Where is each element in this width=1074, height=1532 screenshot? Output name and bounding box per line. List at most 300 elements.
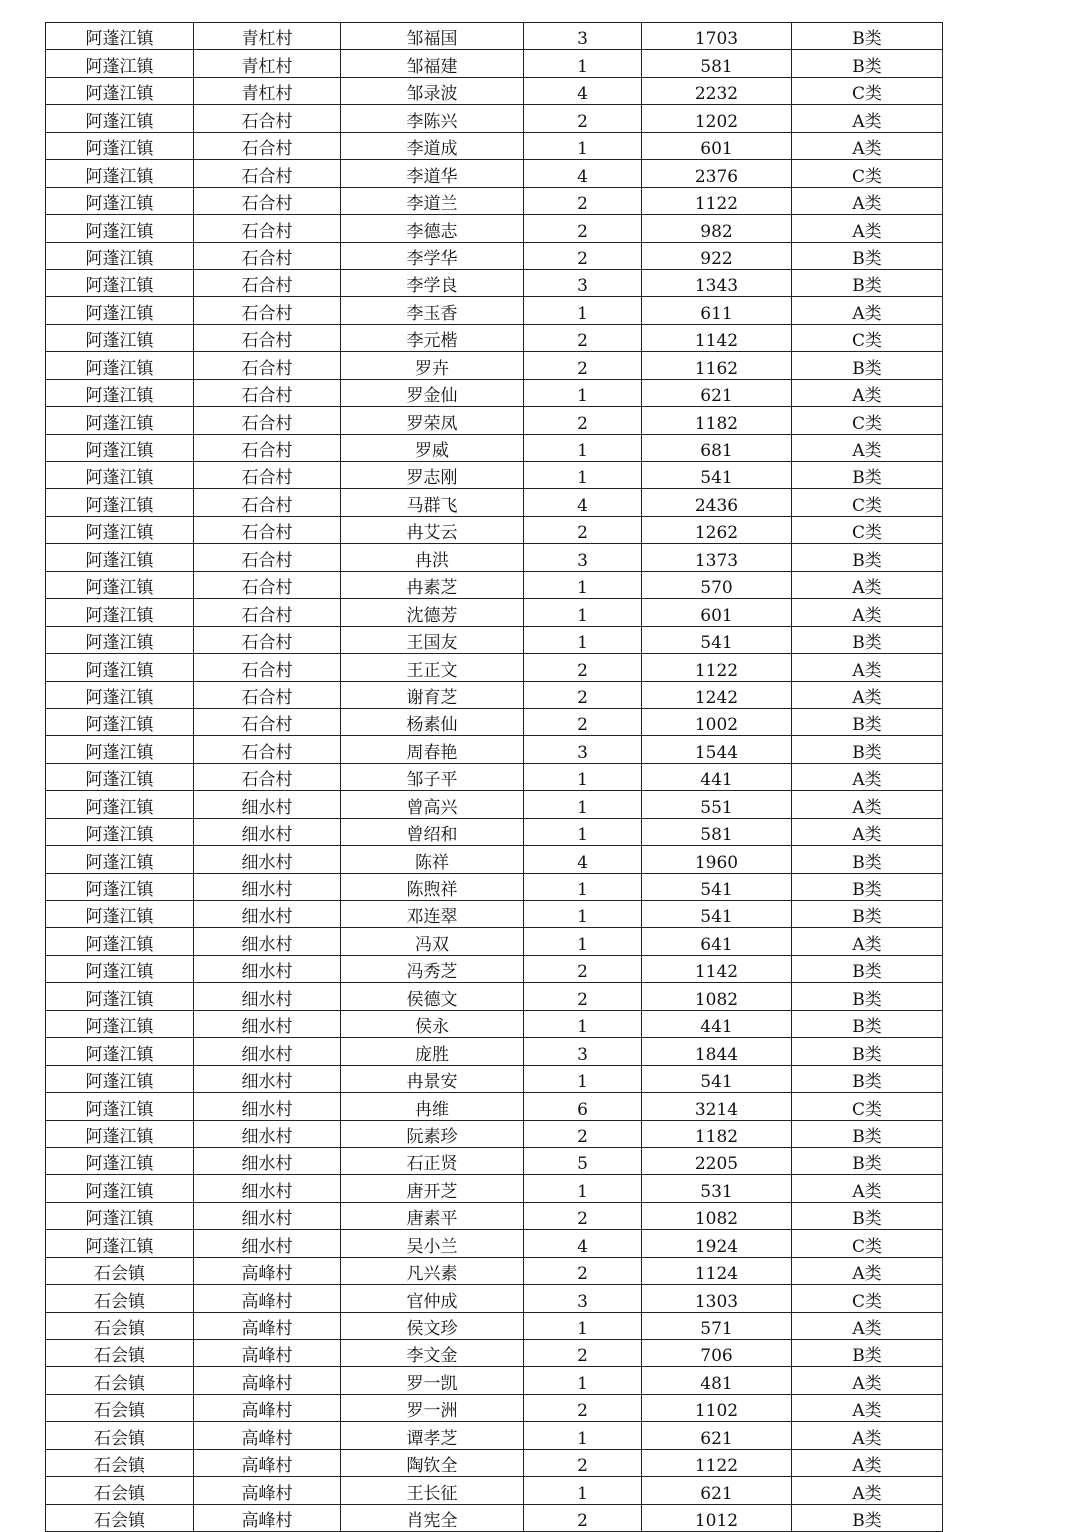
cell-amount: 1082	[642, 983, 792, 1010]
cell-category: C类	[792, 1285, 943, 1312]
table-row	[46, 928, 943, 955]
cell-town: 阿蓬江镇	[46, 132, 194, 159]
cell-amount: 551	[642, 791, 792, 818]
table-row	[46, 434, 943, 461]
cell-category: B类	[792, 736, 943, 763]
cell-household-count: 2	[524, 1504, 642, 1531]
cell-household-count: 1	[524, 928, 642, 955]
cell-household-count: 1	[524, 297, 642, 324]
cell-amount: 541	[642, 873, 792, 900]
cell-amount: 1082	[642, 1202, 792, 1229]
cell-village: 石合村	[194, 242, 341, 269]
cell-amount: 1142	[642, 324, 792, 351]
cell-amount: 531	[642, 1175, 792, 1202]
table-row	[46, 1230, 943, 1257]
cell-name: 凡兴素	[341, 1257, 524, 1284]
cell-category: C类	[792, 489, 943, 516]
cell-town: 阿蓬江镇	[46, 434, 194, 461]
cell-town: 石会镇	[46, 1257, 194, 1284]
table-row	[46, 873, 943, 900]
cell-category: B类	[792, 50, 943, 77]
table-row	[46, 132, 943, 159]
cell-amount: 1303	[642, 1285, 792, 1312]
cell-name: 邓连翠	[341, 901, 524, 928]
cell-household-count: 1	[524, 1477, 642, 1504]
cell-category: A类	[792, 1257, 943, 1284]
cell-village: 细水村	[194, 1175, 341, 1202]
cell-household-count: 1	[524, 873, 642, 900]
cell-village: 细水村	[194, 1202, 341, 1229]
cell-village: 细水村	[194, 791, 341, 818]
cell-village: 细水村	[194, 1120, 341, 1147]
cell-town: 阿蓬江镇	[46, 626, 194, 653]
cell-amount: 1002	[642, 708, 792, 735]
cell-amount: 1373	[642, 544, 792, 571]
cell-village: 高峰村	[194, 1394, 341, 1421]
cell-name: 杨素仙	[341, 708, 524, 735]
table-row	[46, 269, 943, 296]
table-row	[46, 599, 943, 626]
table-row	[46, 846, 943, 873]
cell-name: 冉景安	[341, 1065, 524, 1092]
cell-village: 细水村	[194, 1065, 341, 1092]
cell-name: 罗志刚	[341, 462, 524, 489]
cell-category: A类	[792, 434, 943, 461]
cell-town: 阿蓬江镇	[46, 763, 194, 790]
cell-category: A类	[792, 928, 943, 955]
cell-village: 高峰村	[194, 1367, 341, 1394]
cell-household-count: 1	[524, 763, 642, 790]
cell-town: 阿蓬江镇	[46, 489, 194, 516]
cell-name: 邹福国	[341, 23, 524, 50]
cell-name: 周春艳	[341, 736, 524, 763]
cell-town: 阿蓬江镇	[46, 462, 194, 489]
cell-village: 石合村	[194, 269, 341, 296]
cell-amount: 922	[642, 242, 792, 269]
cell-village: 石合村	[194, 599, 341, 626]
data-table	[45, 22, 943, 1532]
cell-town: 石会镇	[46, 1504, 194, 1531]
cell-village: 青杠村	[194, 50, 341, 77]
cell-town: 阿蓬江镇	[46, 681, 194, 708]
cell-amount: 581	[642, 818, 792, 845]
table-body	[46, 23, 943, 1532]
table-row	[46, 77, 943, 104]
cell-category: A类	[792, 1422, 943, 1449]
cell-town: 石会镇	[46, 1367, 194, 1394]
table-row	[46, 791, 943, 818]
cell-household-count: 1	[524, 132, 642, 159]
cell-household-count: 2	[524, 1394, 642, 1421]
cell-town: 阿蓬江镇	[46, 1065, 194, 1092]
cell-name: 李玉香	[341, 297, 524, 324]
cell-household-count: 1	[524, 50, 642, 77]
cell-name: 冯双	[341, 928, 524, 955]
cell-amount: 541	[642, 626, 792, 653]
table-row	[46, 379, 943, 406]
cell-category: A类	[792, 791, 943, 818]
cell-village: 石合村	[194, 297, 341, 324]
table-row	[46, 818, 943, 845]
cell-amount: 621	[642, 379, 792, 406]
cell-name: 陈祥	[341, 846, 524, 873]
cell-household-count: 2	[524, 1257, 642, 1284]
cell-household-count: 1	[524, 571, 642, 598]
cell-name: 唐开芝	[341, 1175, 524, 1202]
table-row	[46, 516, 943, 543]
table-row	[46, 23, 943, 50]
cell-name: 沈德芳	[341, 599, 524, 626]
cell-name: 王长征	[341, 1477, 524, 1504]
cell-name: 李学华	[341, 242, 524, 269]
cell-town: 阿蓬江镇	[46, 818, 194, 845]
table-row	[46, 1477, 943, 1504]
cell-category: A类	[792, 1175, 943, 1202]
cell-amount: 621	[642, 1422, 792, 1449]
cell-household-count: 1	[524, 379, 642, 406]
cell-village: 石合村	[194, 434, 341, 461]
table-row	[46, 1422, 943, 1449]
cell-name: 王国友	[341, 626, 524, 653]
cell-town: 阿蓬江镇	[46, 544, 194, 571]
cell-name: 官仲成	[341, 1285, 524, 1312]
cell-household-count: 2	[524, 105, 642, 132]
cell-name: 罗威	[341, 434, 524, 461]
cell-village: 高峰村	[194, 1312, 341, 1339]
cell-village: 高峰村	[194, 1257, 341, 1284]
cell-household-count: 6	[524, 1093, 642, 1120]
table-row	[46, 1340, 943, 1367]
cell-name: 侯德文	[341, 983, 524, 1010]
cell-village: 细水村	[194, 1230, 341, 1257]
cell-household-count: 1	[524, 1422, 642, 1449]
cell-amount: 1122	[642, 654, 792, 681]
table-row	[46, 763, 943, 790]
cell-town: 阿蓬江镇	[46, 105, 194, 132]
cell-name: 李陈兴	[341, 105, 524, 132]
table-row	[46, 215, 943, 242]
cell-category: C类	[792, 1093, 943, 1120]
table-row	[46, 160, 943, 187]
cell-amount: 541	[642, 462, 792, 489]
table-row	[46, 571, 943, 598]
cell-amount: 1242	[642, 681, 792, 708]
table-row	[46, 1120, 943, 1147]
cell-name: 谢育芝	[341, 681, 524, 708]
cell-name: 唐素平	[341, 1202, 524, 1229]
cell-village: 石合村	[194, 379, 341, 406]
cell-village: 青杠村	[194, 23, 341, 50]
cell-household-count: 2	[524, 324, 642, 351]
table-row	[46, 1285, 943, 1312]
cell-category: B类	[792, 242, 943, 269]
cell-category: B类	[792, 544, 943, 571]
cell-village: 细水村	[194, 955, 341, 982]
cell-amount: 2436	[642, 489, 792, 516]
cell-name: 马群飞	[341, 489, 524, 516]
cell-name: 肖宪全	[341, 1504, 524, 1531]
cell-town: 阿蓬江镇	[46, 242, 194, 269]
cell-name: 侯永	[341, 1010, 524, 1037]
cell-household-count: 4	[524, 489, 642, 516]
cell-town: 石会镇	[46, 1422, 194, 1449]
cell-category: C类	[792, 407, 943, 434]
cell-name: 李元楷	[341, 324, 524, 351]
table-row	[46, 187, 943, 214]
cell-amount: 1544	[642, 736, 792, 763]
cell-town: 阿蓬江镇	[46, 708, 194, 735]
cell-town: 阿蓬江镇	[46, 599, 194, 626]
cell-amount: 1960	[642, 846, 792, 873]
cell-village: 细水村	[194, 1010, 341, 1037]
cell-category: B类	[792, 1504, 943, 1531]
cell-village: 石合村	[194, 407, 341, 434]
cell-category: C类	[792, 160, 943, 187]
cell-village: 高峰村	[194, 1285, 341, 1312]
cell-category: B类	[792, 1065, 943, 1092]
cell-amount: 1844	[642, 1038, 792, 1065]
cell-household-count: 3	[524, 269, 642, 296]
cell-town: 阿蓬江镇	[46, 1093, 194, 1120]
cell-category: A类	[792, 763, 943, 790]
cell-name: 冉艾云	[341, 516, 524, 543]
cell-name: 罗一凯	[341, 1367, 524, 1394]
cell-village: 细水村	[194, 1093, 341, 1120]
cell-town: 阿蓬江镇	[46, 352, 194, 379]
cell-town: 阿蓬江镇	[46, 324, 194, 351]
cell-amount: 982	[642, 215, 792, 242]
cell-village: 石合村	[194, 626, 341, 653]
cell-town: 石会镇	[46, 1394, 194, 1421]
cell-name: 李道成	[341, 132, 524, 159]
cell-category: A类	[792, 132, 943, 159]
cell-village: 高峰村	[194, 1422, 341, 1449]
cell-village: 细水村	[194, 983, 341, 1010]
cell-household-count: 2	[524, 1202, 642, 1229]
cell-category: A类	[792, 1449, 943, 1476]
cell-name: 阮素珍	[341, 1120, 524, 1147]
cell-household-count: 2	[524, 654, 642, 681]
document-sheet	[45, 22, 943, 1532]
cell-household-count: 2	[524, 708, 642, 735]
cell-village: 细水村	[194, 901, 341, 928]
cell-household-count: 2	[524, 955, 642, 982]
cell-town: 阿蓬江镇	[46, 516, 194, 543]
cell-household-count: 1	[524, 791, 642, 818]
table-row	[46, 1175, 943, 1202]
cell-amount: 441	[642, 763, 792, 790]
cell-amount: 1124	[642, 1257, 792, 1284]
table-row	[46, 736, 943, 763]
cell-town: 阿蓬江镇	[46, 407, 194, 434]
cell-town: 阿蓬江镇	[46, 379, 194, 406]
cell-household-count: 5	[524, 1147, 642, 1174]
cell-amount: 3214	[642, 1093, 792, 1120]
cell-name: 陶钦全	[341, 1449, 524, 1476]
cell-village: 石合村	[194, 571, 341, 598]
cell-town: 阿蓬江镇	[46, 1038, 194, 1065]
cell-household-count: 1	[524, 1367, 642, 1394]
cell-amount: 1012	[642, 1504, 792, 1531]
cell-household-count: 3	[524, 1038, 642, 1065]
cell-household-count: 2	[524, 215, 642, 242]
cell-category: A类	[792, 818, 943, 845]
cell-category: B类	[792, 1340, 943, 1367]
cell-category: A类	[792, 187, 943, 214]
cell-amount: 571	[642, 1312, 792, 1339]
cell-household-count: 3	[524, 544, 642, 571]
table-row	[46, 105, 943, 132]
table-row	[46, 1065, 943, 1092]
cell-village: 石合村	[194, 324, 341, 351]
cell-category: A类	[792, 215, 943, 242]
table-row	[46, 1449, 943, 1476]
cell-category: B类	[792, 462, 943, 489]
cell-village: 高峰村	[194, 1477, 341, 1504]
cell-category: A类	[792, 1394, 943, 1421]
table-row	[46, 1038, 943, 1065]
cell-name: 罗荣凤	[341, 407, 524, 434]
cell-name: 王正文	[341, 654, 524, 681]
cell-name: 曾高兴	[341, 791, 524, 818]
cell-name: 邹子平	[341, 763, 524, 790]
cell-category: B类	[792, 269, 943, 296]
cell-name: 罗一洲	[341, 1394, 524, 1421]
cell-household-count: 4	[524, 846, 642, 873]
cell-household-count: 2	[524, 1120, 642, 1147]
cell-name: 冉素芝	[341, 571, 524, 598]
cell-town: 阿蓬江镇	[46, 791, 194, 818]
cell-amount: 1262	[642, 516, 792, 543]
cell-town: 阿蓬江镇	[46, 873, 194, 900]
table-row	[46, 324, 943, 351]
cell-amount: 541	[642, 901, 792, 928]
table-row	[46, 1394, 943, 1421]
cell-name: 谭孝芝	[341, 1422, 524, 1449]
cell-town: 阿蓬江镇	[46, 736, 194, 763]
cell-amount: 2376	[642, 160, 792, 187]
cell-category: B类	[792, 23, 943, 50]
cell-category: B类	[792, 1147, 943, 1174]
table-row	[46, 1010, 943, 1037]
cell-name: 李文金	[341, 1340, 524, 1367]
cell-village: 细水村	[194, 1038, 341, 1065]
cell-name: 庞胜	[341, 1038, 524, 1065]
cell-name: 李学良	[341, 269, 524, 296]
cell-category: C类	[792, 1230, 943, 1257]
cell-household-count: 1	[524, 434, 642, 461]
cell-category: A类	[792, 571, 943, 598]
cell-village: 石合村	[194, 763, 341, 790]
cell-village: 细水村	[194, 873, 341, 900]
cell-name: 冉维	[341, 1093, 524, 1120]
cell-town: 石会镇	[46, 1285, 194, 1312]
cell-name: 陈煦祥	[341, 873, 524, 900]
cell-amount: 1924	[642, 1230, 792, 1257]
cell-village: 高峰村	[194, 1340, 341, 1367]
cell-amount: 570	[642, 571, 792, 598]
cell-amount: 1343	[642, 269, 792, 296]
table-row	[46, 1093, 943, 1120]
cell-household-count: 1	[524, 599, 642, 626]
cell-name: 罗卉	[341, 352, 524, 379]
cell-name: 曾绍和	[341, 818, 524, 845]
cell-category: B类	[792, 983, 943, 1010]
cell-household-count: 2	[524, 1449, 642, 1476]
cell-amount: 1122	[642, 1449, 792, 1476]
cell-town: 阿蓬江镇	[46, 983, 194, 1010]
cell-amount: 1142	[642, 955, 792, 982]
cell-household-count: 3	[524, 736, 642, 763]
cell-household-count: 1	[524, 1175, 642, 1202]
cell-household-count: 1	[524, 1312, 642, 1339]
cell-amount: 2205	[642, 1147, 792, 1174]
cell-name: 李道兰	[341, 187, 524, 214]
cell-amount: 1182	[642, 407, 792, 434]
cell-household-count: 1	[524, 818, 642, 845]
cell-amount: 1122	[642, 187, 792, 214]
table-row	[46, 901, 943, 928]
cell-village: 细水村	[194, 1147, 341, 1174]
cell-category: B类	[792, 1038, 943, 1065]
table-row	[46, 489, 943, 516]
cell-amount: 1162	[642, 352, 792, 379]
cell-category: C类	[792, 516, 943, 543]
cell-household-count: 2	[524, 516, 642, 543]
cell-name: 李德志	[341, 215, 524, 242]
cell-category: C类	[792, 77, 943, 104]
cell-town: 阿蓬江镇	[46, 187, 194, 214]
cell-village: 石合村	[194, 160, 341, 187]
cell-town: 阿蓬江镇	[46, 50, 194, 77]
cell-town: 阿蓬江镇	[46, 160, 194, 187]
table-row	[46, 983, 943, 1010]
cell-village: 细水村	[194, 818, 341, 845]
cell-household-count: 2	[524, 187, 642, 214]
cell-village: 石合村	[194, 352, 341, 379]
cell-household-count: 2	[524, 983, 642, 1010]
cell-category: B类	[792, 873, 943, 900]
cell-amount: 641	[642, 928, 792, 955]
table-row	[46, 352, 943, 379]
cell-household-count: 2	[524, 407, 642, 434]
cell-household-count: 1	[524, 626, 642, 653]
cell-village: 高峰村	[194, 1449, 341, 1476]
cell-amount: 541	[642, 1065, 792, 1092]
cell-household-count: 3	[524, 23, 642, 50]
cell-village: 石合村	[194, 708, 341, 735]
cell-town: 阿蓬江镇	[46, 269, 194, 296]
cell-amount: 441	[642, 1010, 792, 1037]
cell-village: 高峰村	[194, 1504, 341, 1531]
cell-household-count: 4	[524, 77, 642, 104]
table-row	[46, 1504, 943, 1531]
cell-village: 青杠村	[194, 77, 341, 104]
cell-category: A类	[792, 1312, 943, 1339]
cell-category: A类	[792, 105, 943, 132]
cell-category: C类	[792, 324, 943, 351]
table-row	[46, 1367, 943, 1394]
cell-village: 细水村	[194, 846, 341, 873]
cell-amount: 601	[642, 132, 792, 159]
table-row	[46, 955, 943, 982]
cell-household-count: 2	[524, 1340, 642, 1367]
cell-household-count: 4	[524, 160, 642, 187]
cell-name: 冯秀芝	[341, 955, 524, 982]
cell-category: B类	[792, 955, 943, 982]
cell-village: 石合村	[194, 489, 341, 516]
cell-town: 阿蓬江镇	[46, 1230, 194, 1257]
